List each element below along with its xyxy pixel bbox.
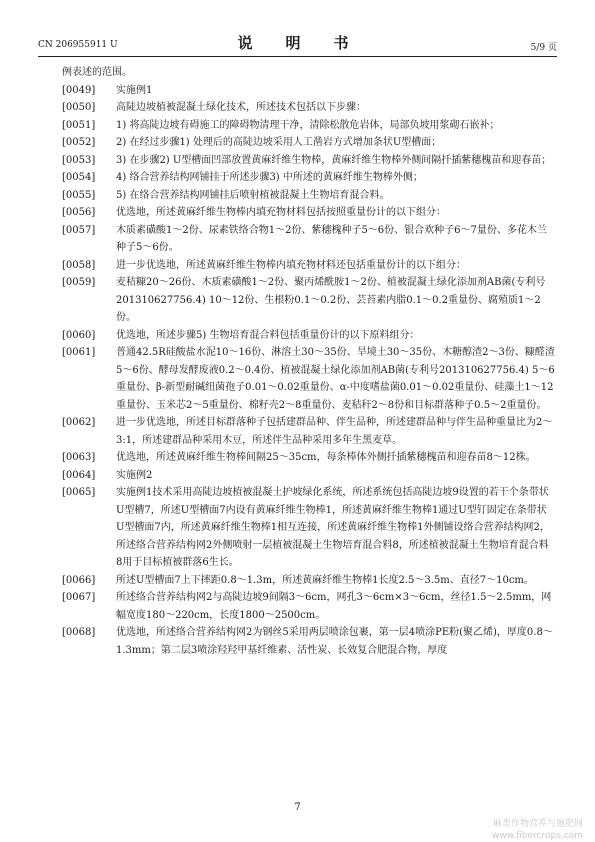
paragraph <box>62 152 555 170</box>
paragraph <box>62 64 555 82</box>
paragraph-text: 实施例1技术采用高陡边坡植被混凝土护坡绿化系统，所述系统包括高陡边坡9设置的若干个条带状U型槽7，所述U型槽面7内设有黄麻纤维生物棒1，所述黄麻纤维生物棒1通过U型钉固定在条带状U型槽面7内，所述黄麻纤维生物棒1相互连接，所述黄麻纤维生物棒1外侧铺设络合营养结构网2，所述络合营养结构网2外侧喷射一层植被混凝土生物培育混合料8，所述植被混凝土生物培育混合料8用于目标植被群落6生长。 <box>116 487 550 568</box>
page-number: 7 <box>294 802 301 813</box>
paragraph-text: 实施例2 <box>116 469 153 481</box>
watermark <box>492 818 583 842</box>
paragraph <box>62 117 555 135</box>
paragraph-number: [0055] <box>62 189 96 201</box>
paragraph-number: [0067] <box>62 592 96 603</box>
paragraph-number: [0059] <box>62 277 96 288</box>
paragraph-text: 优选地，所述络合营养结构网2为钢丝5采用两层喷涂包裹，第一层4喷涂PE粉(聚乙烯)，厚度0.8～1.3mm；第二层3喷涂羟羟甲基纤维素、活性炭、长效复合肥混合物，厚度 <box>116 627 553 656</box>
paragraph-text: 实施例1 <box>116 84 153 96</box>
paragraph-text: 3) 在步骤2) U型槽面凹部放置黄麻纤维生物棒，黄麻纤维生物棒外侧间隔扦插紫穗槐苗和迎春苗； <box>116 154 552 166</box>
paragraph-text: 进一步优选地，所述目标群落种子包括建群品种、伴生品种，所述建群品种与伴生品种重量比为2～3:1，所述建群品种采用木豆，所述伴生品种采用多年生黑麦草。 <box>116 417 553 446</box>
paragraph <box>62 99 555 117</box>
watermark-line2: www.fibercrops.com <box>492 831 583 841</box>
paragraph <box>62 169 555 187</box>
paragraph-text: 2) 在经过步骤1) 处理后的高陡边坡采用人工凿岩方式增加条状U型槽面； <box>116 137 442 148</box>
paragraph <box>62 222 555 257</box>
paragraph-number: [0061] <box>62 347 96 358</box>
paragraph-text: 麦秸糠20～26份、木质素磺酸1～2份、聚丙烯酰胺1～2份、植被混凝土绿化添加剂AB菌(专利号201310627756.4) 10～12份、生根粉0.1～0.2份、芸苔素内脂0.1～0.2重量份、腐殖质1～2份。 <box>116 277 546 323</box>
paragraph-number: [0056] <box>62 207 96 218</box>
paragraph-number: [0063] <box>62 452 96 463</box>
paragraph-text: 4) 络合营养结构网铺挂于所述步骤3) 中所述的黄麻纤维生物棒外侧； <box>116 172 423 183</box>
paragraph-text: 高陡边坡植被混凝土绿化技术，所述技术包括以下步骤： <box>116 102 366 113</box>
paragraph-text: 优选地，所述黄麻纤维生物棒间隔25～35cm，每条棒体外侧扦插紫穗槐苗和迎春苗8～12株。 <box>116 452 536 463</box>
paragraph-number: [0065] <box>62 487 96 498</box>
paragraph-text: 进一步优选地，所述黄麻纤维生物棒内填充物材料还包括重量份计的以下组分： <box>116 259 466 271</box>
paragraph-number: [0058] <box>62 259 96 271</box>
paragraph-number: [0060] <box>62 329 96 341</box>
paragraph <box>62 327 555 345</box>
paragraph <box>62 414 555 449</box>
paragraph-number: [0049] <box>62 84 96 96</box>
paragraph-number: [0054] <box>62 172 96 183</box>
paragraph-text: 普通42.5R硅酸盐水泥10～16份、淋溶土30～35份、旱境土30～35份、木糖醇渣2～3份、糠醛渣5～6份、酵母发酵废液0.2～0.4份、植被混凝土绿化添加剂AB菌(专利号201310627756.4) 5～6重量份、β-新型耐碱纽菌孢子0.01～0.02重量份、α-中度嗜盐菌0.01～0.02重量份、硅藻土1～12重量份、玉米芯2～5重量份、棉籽壳2～8重量份、麦秸秆2～8份和目标群落种子0.5～2重量份。 <box>116 347 555 411</box>
document-body <box>62 64 555 659</box>
paragraph-text: 木质素磺酸1～2份、尿素铁络合物1～2份、紫穗槐种子5～6份、银合欢种子6～7量份、多花木兰种子5～6份。 <box>116 224 547 253</box>
page-indicator: 5/9 页 <box>530 43 557 53</box>
paragraph <box>62 257 555 275</box>
paragraph-text: 1) 将高陡边坡有碍施工的障碍物清理干净，清除松散危岩体，局部负坡用浆砌石嵌补； <box>116 119 500 131</box>
paragraph <box>62 624 555 659</box>
paragraph-number: [0066] <box>62 574 96 586</box>
paragraph-number: [0050] <box>62 102 96 113</box>
paragraph <box>62 484 555 572</box>
paragraph <box>62 187 555 205</box>
paragraph-number: [0052] <box>62 137 96 148</box>
paragraph <box>62 467 555 485</box>
document-title: 说 明 书 <box>237 34 358 52</box>
paragraph-text: 例表述的范围。 <box>62 67 132 78</box>
paragraph-text: 所述U型槽面7上下摔距0.8～1.3m，所述黄麻纤维生物棒1长度2.5～3.5m、直径7～10cm。 <box>116 574 534 586</box>
paragraph-number: [0053] <box>62 154 96 166</box>
paragraph <box>62 82 555 100</box>
paragraph-number: [0064] <box>62 469 96 481</box>
paragraph <box>62 274 555 327</box>
paragraph <box>62 449 555 467</box>
paragraph-text: 优选地，所述黄麻纤维生物棒内填充物材料包括按照重量份计的以下组分： <box>116 207 446 218</box>
patent-number: CN 206955911 U <box>38 40 118 50</box>
paragraph <box>62 204 555 222</box>
paragraph-number: [0062] <box>62 417 96 428</box>
paragraph-text: 5) 在络合营养结构网铺挂后喷射植被混凝土生物培育混合料。 <box>116 189 390 201</box>
paragraph <box>62 589 555 624</box>
paragraph-text: 优选地，所述步骤5) 生物培育混合料包括重量份计的以下原料组分： <box>116 329 420 341</box>
paragraph <box>62 572 555 590</box>
paragraph-number: [0068] <box>62 627 96 638</box>
paragraph <box>62 344 555 414</box>
watermark-line1: 麻类作物营养与施肥网 <box>492 819 583 829</box>
paragraph-text: 所述络合营养结构网2与高陡边坡9间隔3～6cm，网孔3～6cm×3～6cm，丝径1.5～2.5mm，网幅宽度180～220cm，长度1800～2500cm。 <box>116 592 552 621</box>
paragraph-number: [0057] <box>62 224 96 236</box>
paragraph <box>62 134 555 152</box>
paragraph-number: [0051] <box>62 119 96 131</box>
page-header <box>38 30 557 57</box>
